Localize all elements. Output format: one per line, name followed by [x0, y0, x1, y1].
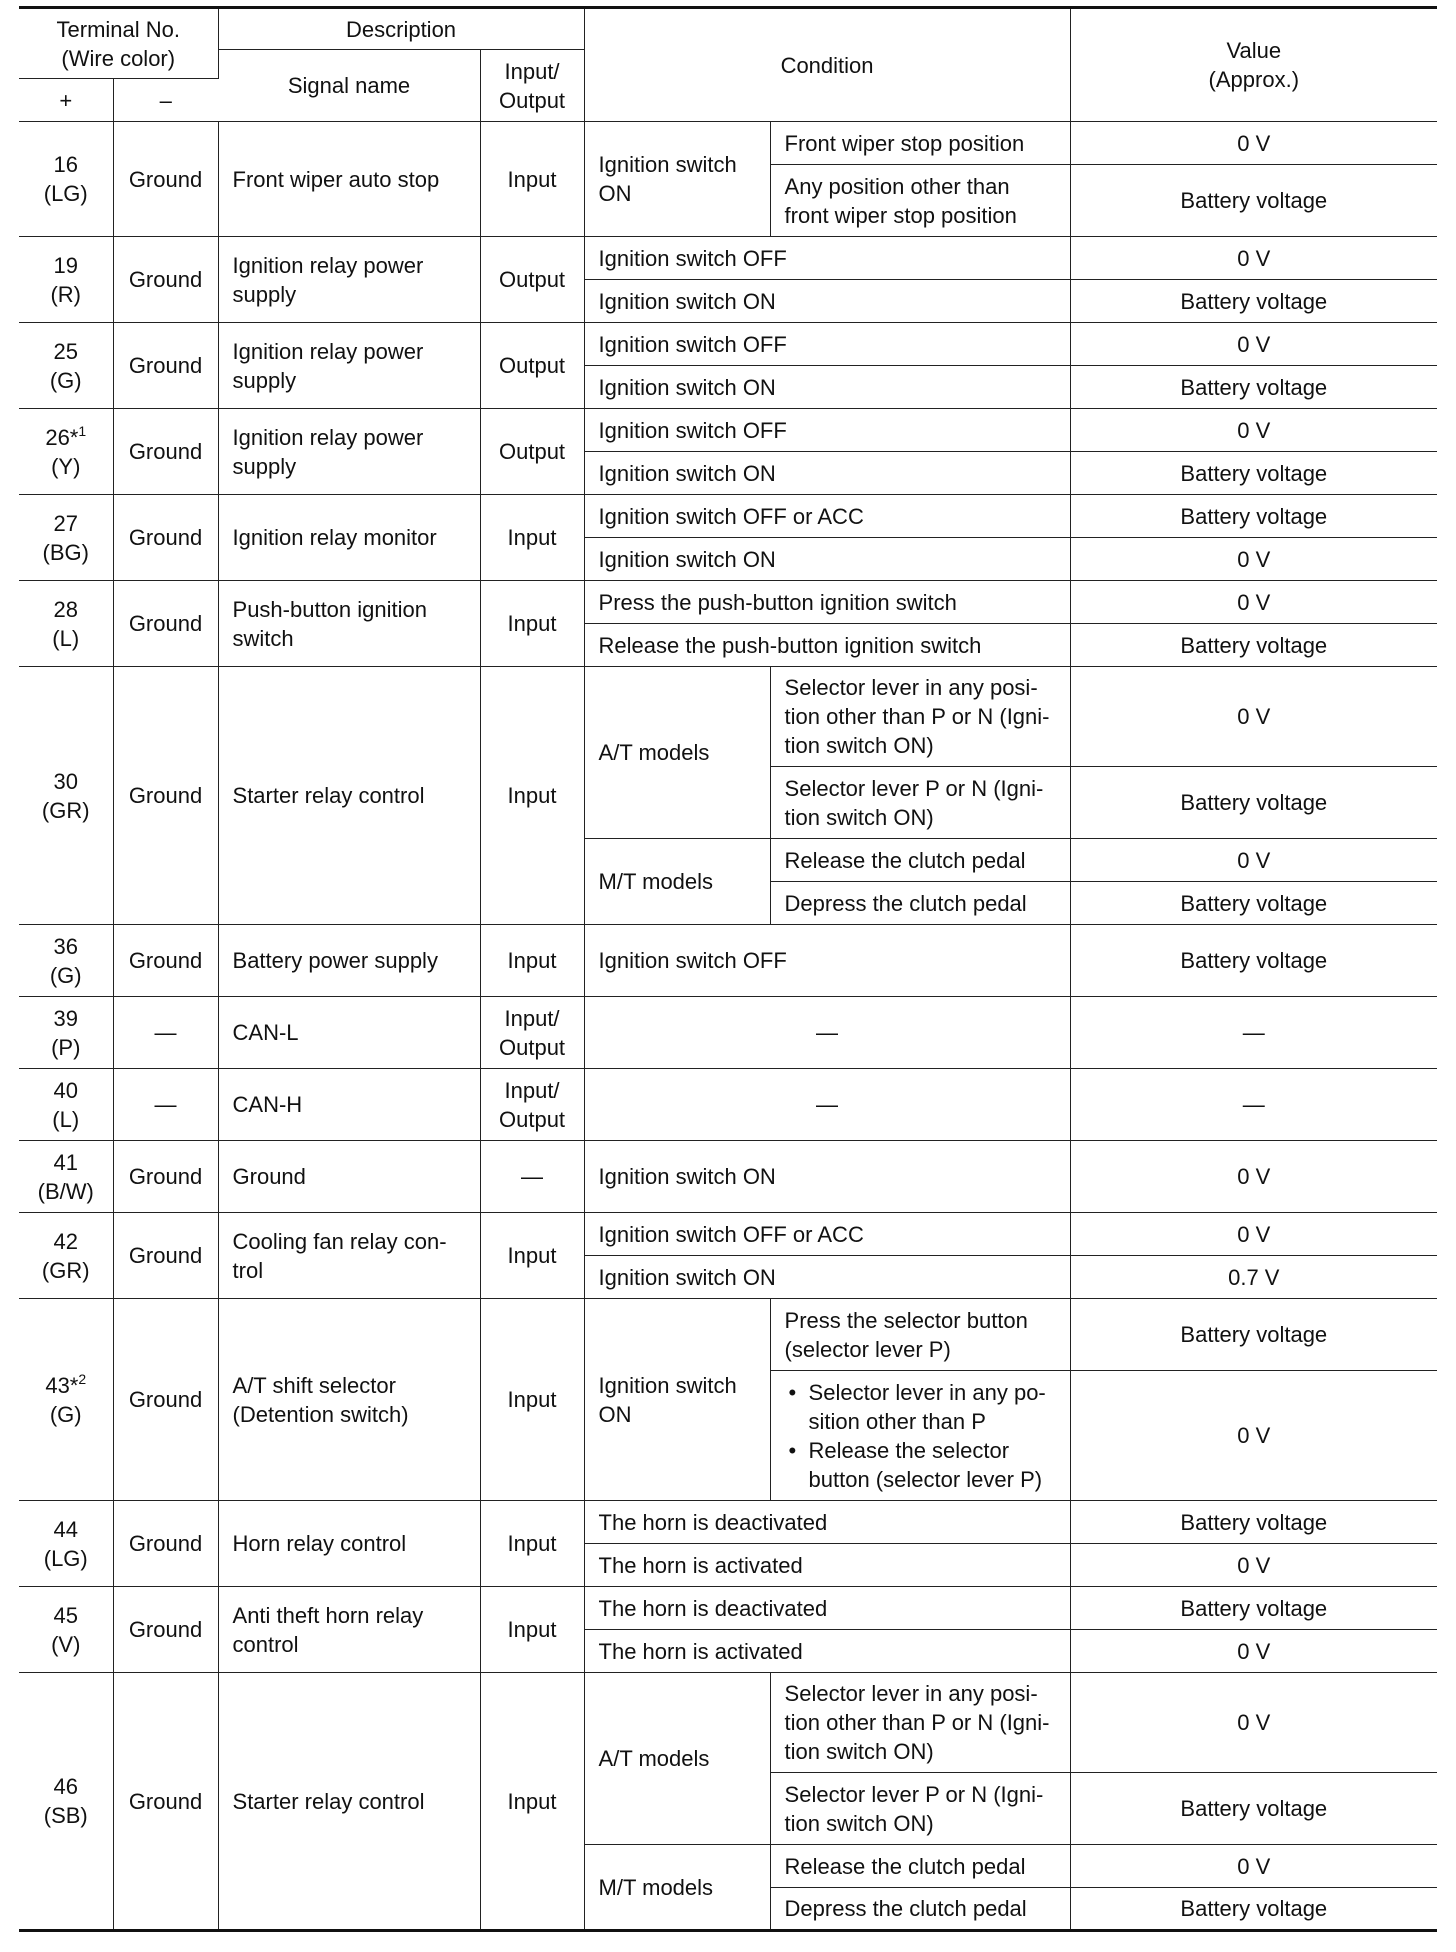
- value: 0 V: [1070, 1673, 1437, 1773]
- condition-main: Ignition switch ON: [584, 1299, 770, 1501]
- list-item: • Selector lever in any po- sition other than P: [785, 1378, 1056, 1436]
- condition: Ignition switch ON: [584, 1256, 1070, 1299]
- terminal-plus: 36 (G): [19, 925, 113, 997]
- terminal-plus: 45 (V): [19, 1587, 113, 1673]
- value: —: [1070, 997, 1437, 1069]
- terminal-plus: 42 (GR): [19, 1213, 113, 1299]
- condition: Ignition switch ON: [584, 452, 1070, 495]
- condition: Ignition switch ON: [584, 1141, 1070, 1213]
- signal-name: A/T shift selector (Detention switch): [218, 1299, 480, 1501]
- header-io: Input/ Output: [480, 50, 584, 122]
- table-row: [19, 1141, 1437, 1213]
- value: Battery voltage: [1070, 280, 1437, 323]
- io-type: Input: [480, 925, 584, 997]
- terminal-minus: —: [113, 997, 218, 1069]
- condition: The horn is activated: [584, 1544, 1070, 1587]
- condition-sub: Release the clutch pedal: [770, 1845, 1070, 1888]
- io-type: Input: [480, 1587, 584, 1673]
- terminal-minus: Ground: [113, 495, 218, 581]
- signal-name: Starter relay control: [218, 1673, 480, 1931]
- signal-name: Ignition relay monitor: [218, 495, 480, 581]
- value: —: [1070, 1069, 1437, 1141]
- header-terminal-minus: –: [113, 79, 218, 122]
- io-type: Input: [480, 1501, 584, 1587]
- header-value: Value (Approx.): [1070, 8, 1437, 122]
- table-row: [19, 1501, 1437, 1544]
- terminal-minus: Ground: [113, 409, 218, 495]
- value: Battery voltage: [1070, 1888, 1437, 1931]
- signal-name: Horn relay control: [218, 1501, 480, 1587]
- condition: The horn is deactivated: [584, 1587, 1070, 1630]
- terminal-plus: 28 (L): [19, 581, 113, 667]
- terminal-minus: Ground: [113, 1587, 218, 1673]
- condition-sub: Press the selector button (selector lever P): [770, 1299, 1070, 1371]
- terminal-minus: Ground: [113, 1673, 218, 1931]
- table-row: [19, 122, 1437, 165]
- condition-main: A/T models: [584, 1673, 770, 1845]
- condition-sub: Selector lever in any posi- tion other than P or N (Igni- tion switch ON): [770, 667, 1070, 767]
- io-type: Input: [480, 122, 584, 237]
- value: 0.7 V: [1070, 1256, 1437, 1299]
- condition-main: M/T models: [584, 1845, 770, 1931]
- header-condition: Condition: [584, 8, 1070, 122]
- value: Battery voltage: [1070, 1587, 1437, 1630]
- terminal-minus: Ground: [113, 667, 218, 925]
- io-type: —: [480, 1141, 584, 1213]
- condition-sub: Selector lever P or N (Igni- tion switch ON): [770, 1773, 1070, 1845]
- table-row: [19, 581, 1437, 624]
- condition-sub: Release the clutch pedal: [770, 839, 1070, 882]
- io-type: Input: [480, 1299, 584, 1501]
- condition: Ignition switch OFF or ACC: [584, 495, 1070, 538]
- terminal-minus: —: [113, 1069, 218, 1141]
- terminal-minus: Ground: [113, 1141, 218, 1213]
- table-row: [19, 1213, 1437, 1256]
- terminal-minus: Ground: [113, 581, 218, 667]
- value: 0 V: [1070, 1845, 1437, 1888]
- value: Battery voltage: [1070, 1501, 1437, 1544]
- condition: Ignition switch OFF: [584, 237, 1070, 280]
- terminal-minus: Ground: [113, 1501, 218, 1587]
- condition: Ignition switch OFF: [584, 323, 1070, 366]
- condition-sub: Selector lever in any posi- tion other than P or N (Igni- tion switch ON): [770, 1673, 1070, 1773]
- value: 0 V: [1070, 839, 1437, 882]
- io-type: Input: [480, 581, 584, 667]
- header-row-1: [19, 8, 1437, 50]
- signal-name: Cooling fan relay con- trol: [218, 1213, 480, 1299]
- terminal-spec-page: [19, 6, 1437, 1932]
- condition: The horn is deactivated: [584, 1501, 1070, 1544]
- condition: Release the push-button ignition switch: [584, 624, 1070, 667]
- signal-name: CAN-L: [218, 997, 480, 1069]
- signal-name: Ground: [218, 1141, 480, 1213]
- value: Battery voltage: [1070, 495, 1437, 538]
- value: 0 V: [1070, 237, 1437, 280]
- terminal-plus: 25 (G): [19, 323, 113, 409]
- table-row: [19, 237, 1437, 280]
- condition-sub: Any position other than front wiper stop position: [770, 165, 1070, 237]
- table-row: [19, 925, 1437, 997]
- io-type: Input: [480, 667, 584, 925]
- io-type: Input: [480, 1673, 584, 1931]
- condition-main: M/T models: [584, 839, 770, 925]
- condition: The horn is activated: [584, 1630, 1070, 1673]
- value: Battery voltage: [1070, 165, 1437, 237]
- signal-name: Anti theft horn relay control: [218, 1587, 480, 1673]
- terminal-plus: 44 (LG): [19, 1501, 113, 1587]
- value: 0 V: [1070, 538, 1437, 581]
- condition: Ignition switch OFF or ACC: [584, 1213, 1070, 1256]
- value: 0 V: [1070, 122, 1437, 165]
- value: 0 V: [1070, 1141, 1437, 1213]
- io-type: Output: [480, 409, 584, 495]
- signal-name: Push-button ignition switch: [218, 581, 480, 667]
- value: Battery voltage: [1070, 767, 1437, 839]
- io-type: Input: [480, 495, 584, 581]
- signal-name: Starter relay control: [218, 667, 480, 925]
- terminal-plus: 39 (P): [19, 997, 113, 1069]
- io-type: Output: [480, 323, 584, 409]
- condition: Ignition switch ON: [584, 280, 1070, 323]
- terminal-plus: 30 (GR): [19, 667, 113, 925]
- value: 0 V: [1070, 1630, 1437, 1673]
- value: 0 V: [1070, 1371, 1437, 1501]
- terminal-plus: 26*$^1$ (Y): [19, 409, 113, 495]
- value: 0 V: [1070, 409, 1437, 452]
- condition: —: [584, 997, 1070, 1069]
- header-signal-name: Signal name: [218, 50, 480, 122]
- condition-sub: Depress the clutch pedal: [770, 1888, 1070, 1931]
- io-type: Output: [480, 237, 584, 323]
- condition-sub: Front wiper stop position: [770, 122, 1070, 165]
- condition-sub: [770, 1371, 1070, 1501]
- value: 0 V: [1070, 1544, 1437, 1587]
- terminal-plus: 46 (SB): [19, 1673, 113, 1931]
- condition: Ignition switch ON: [584, 538, 1070, 581]
- terminal-plus: 43*$^2$ (G): [19, 1299, 113, 1501]
- value: Battery voltage: [1070, 882, 1437, 925]
- condition-sub: Selector lever P or N (Igni- tion switch ON): [770, 767, 1070, 839]
- table-row: [19, 1673, 1437, 1773]
- signal-name: Ignition relay power supply: [218, 323, 480, 409]
- terminal-plus: 40 (L): [19, 1069, 113, 1141]
- terminal-minus: Ground: [113, 1299, 218, 1501]
- condition-main: Ignition switch ON: [584, 122, 770, 237]
- signal-name: Ignition relay power supply: [218, 237, 480, 323]
- io-type: Input: [480, 1213, 584, 1299]
- table-row: [19, 667, 1437, 767]
- value: Battery voltage: [1070, 1299, 1437, 1371]
- value: Battery voltage: [1070, 624, 1437, 667]
- value: Battery voltage: [1070, 366, 1437, 409]
- condition: Ignition switch OFF: [584, 409, 1070, 452]
- terminal-plus: 27 (BG): [19, 495, 113, 581]
- table-row: [19, 409, 1437, 452]
- condition: Ignition switch ON: [584, 366, 1070, 409]
- condition: —: [584, 1069, 1070, 1141]
- io-type: Input/ Output: [480, 997, 584, 1069]
- terminal-minus: Ground: [113, 1213, 218, 1299]
- table-row: [19, 1299, 1437, 1371]
- signal-name: Ignition relay power supply: [218, 409, 480, 495]
- io-type: Input/ Output: [480, 1069, 584, 1141]
- terminal-plus: 19 (R): [19, 237, 113, 323]
- table-row: [19, 1587, 1437, 1630]
- value: 0 V: [1070, 1213, 1437, 1256]
- signal-name: Front wiper auto stop: [218, 122, 480, 237]
- header-terminal-plus: +: [19, 79, 113, 122]
- condition-main: A/T models: [584, 667, 770, 839]
- table-row: [19, 1069, 1437, 1141]
- condition: Ignition switch OFF: [584, 925, 1070, 997]
- value: Battery voltage: [1070, 1773, 1437, 1845]
- list-item: • Release the selector button (selector lever P): [785, 1436, 1056, 1494]
- terminal-plus: 41 (B/W): [19, 1141, 113, 1213]
- signal-name: CAN-H: [218, 1069, 480, 1141]
- terminal-spec-table: [19, 6, 1437, 1932]
- terminal-minus: Ground: [113, 323, 218, 409]
- table-row: [19, 323, 1437, 366]
- header-description: Description: [218, 8, 584, 50]
- table-row: [19, 997, 1437, 1069]
- terminal-minus: Ground: [113, 122, 218, 237]
- value: 0 V: [1070, 581, 1437, 624]
- condition-bullet-list: [785, 1378, 1056, 1494]
- condition: Press the push-button ignition switch: [584, 581, 1070, 624]
- value: Battery voltage: [1070, 925, 1437, 997]
- condition-sub: Depress the clutch pedal: [770, 882, 1070, 925]
- value: 0 V: [1070, 667, 1437, 767]
- value: Battery voltage: [1070, 452, 1437, 495]
- terminal-plus: 16 (LG): [19, 122, 113, 237]
- terminal-minus: Ground: [113, 925, 218, 997]
- terminal-minus: Ground: [113, 237, 218, 323]
- table-row: [19, 495, 1437, 538]
- header-terminal: Terminal No. (Wire color): [19, 8, 218, 79]
- value: 0 V: [1070, 323, 1437, 366]
- signal-name: Battery power supply: [218, 925, 480, 997]
